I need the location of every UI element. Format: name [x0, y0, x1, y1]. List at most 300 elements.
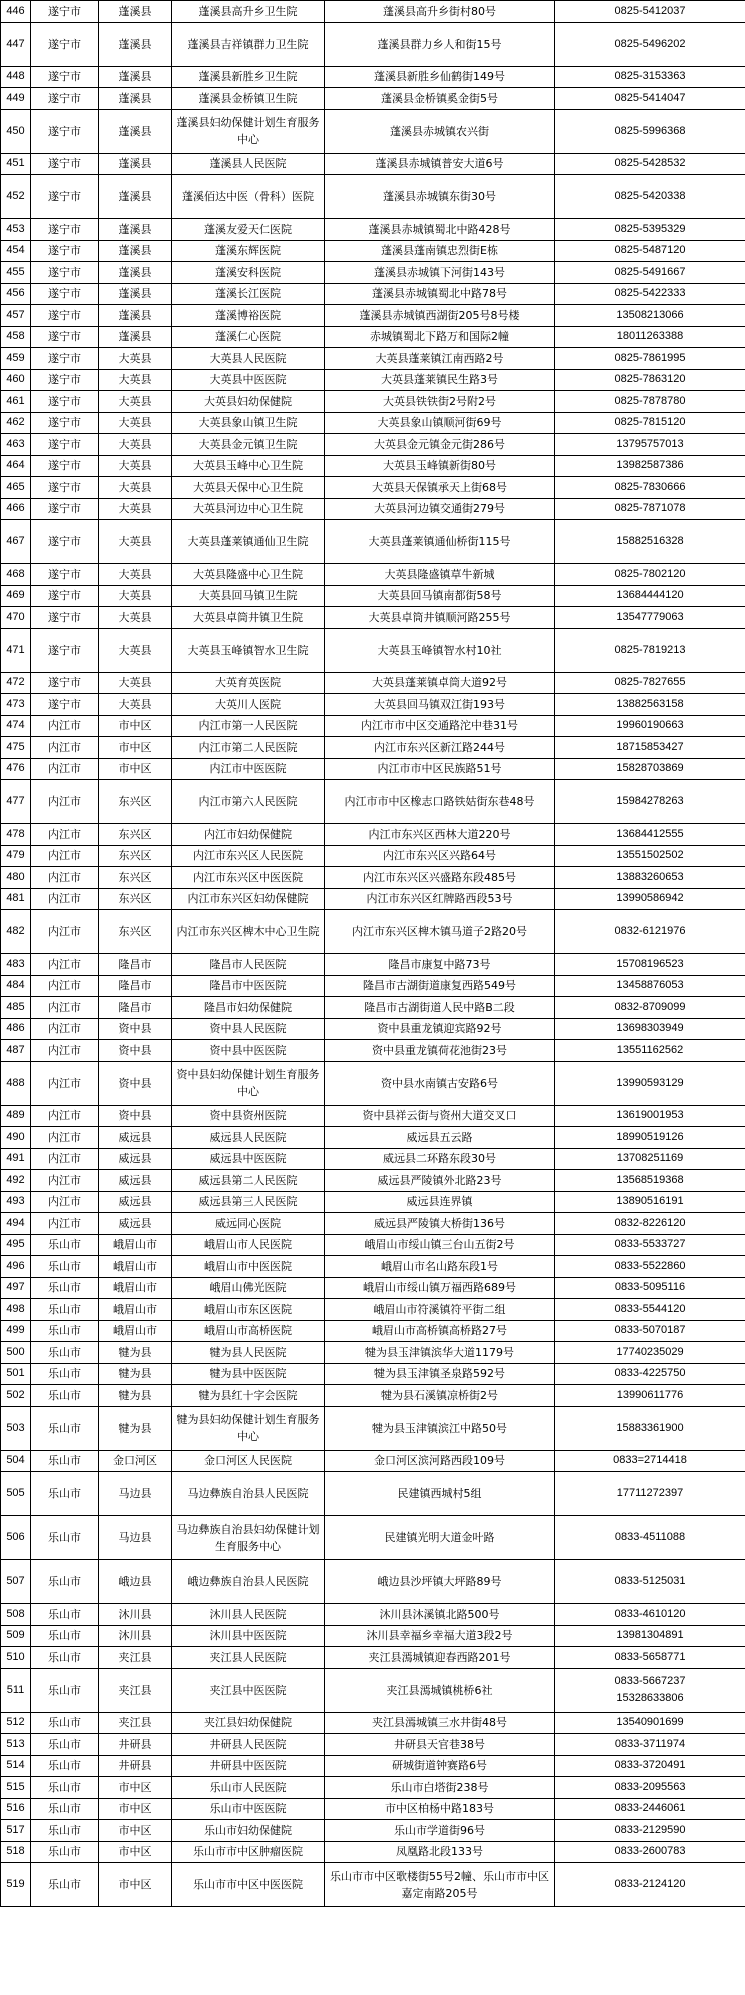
city-cell: 遂宁市: [31, 628, 99, 672]
city-cell: 内江市: [31, 997, 99, 1019]
city-cell: 遂宁市: [31, 283, 99, 305]
row-index: 499: [1, 1320, 31, 1342]
hospital-name-cell: 威远县第三人民医院: [172, 1191, 325, 1213]
address-cell: 犍为县玉津镇滨江中路50号: [325, 1406, 555, 1450]
address-cell: 资中县重龙镇迎宾路92号: [325, 1018, 555, 1040]
county-cell: 犍为县: [99, 1342, 172, 1364]
city-cell: 乐山市: [31, 1604, 99, 1626]
phone-cell: 18715853427: [555, 737, 745, 759]
phone-cell: 0825-5496202: [555, 22, 745, 66]
phone-cell: 0825-5487120: [555, 240, 745, 262]
city-cell: 内江市: [31, 758, 99, 780]
table-row: [1, 326, 745, 348]
address-cell: 大英县隆盛镇草牛新城: [325, 564, 555, 586]
hospital-name-cell: 大英县中医医院: [172, 369, 325, 391]
city-cell: 内江市: [31, 1040, 99, 1062]
row-index: 485: [1, 997, 31, 1019]
table-row: [1, 780, 745, 824]
city-cell: 乐山市: [31, 1777, 99, 1799]
hospital-name-cell: 内江市第一人民医院: [172, 715, 325, 737]
hospital-name-cell: 内江市第六人民医院: [172, 780, 325, 824]
phone-cell: 0825-5491667: [555, 262, 745, 284]
hospital-name-cell: 蓬溪县妇幼保健计划生育服务中心: [172, 109, 325, 153]
table-row: [1, 1, 745, 23]
row-index: 479: [1, 845, 31, 867]
table-row: [1, 66, 745, 88]
phone-cell: 0825-7863120: [555, 369, 745, 391]
phone-cell: 13551502502: [555, 845, 745, 867]
row-index: 486: [1, 1018, 31, 1040]
row-index: 482: [1, 910, 31, 954]
table-row: [1, 1734, 745, 1756]
row-index: 493: [1, 1191, 31, 1213]
row-index: 513: [1, 1734, 31, 1756]
county-cell: 蓬溪县: [99, 219, 172, 241]
county-cell: 东兴区: [99, 910, 172, 954]
county-cell: 蓬溪县: [99, 22, 172, 66]
row-index: 458: [1, 326, 31, 348]
table-row: [1, 498, 745, 520]
row-index: 468: [1, 564, 31, 586]
county-cell: 东兴区: [99, 845, 172, 867]
county-cell: 大英县: [99, 348, 172, 370]
table-row: [1, 824, 745, 846]
row-index: 462: [1, 412, 31, 434]
phone-cell: 13708251169: [555, 1148, 745, 1170]
row-index: 452: [1, 175, 31, 219]
hospital-name-cell: 大英县人民医院: [172, 348, 325, 370]
table-row: [1, 628, 745, 672]
row-index: 476: [1, 758, 31, 780]
row-index: 516: [1, 1798, 31, 1820]
hospital-name-cell: 夹江县中医医院: [172, 1668, 325, 1712]
city-cell: 内江市: [31, 1105, 99, 1127]
city-cell: 内江市: [31, 1213, 99, 1235]
city-cell: 乐山市: [31, 1712, 99, 1734]
table-row: [1, 585, 745, 607]
city-cell: 内江市: [31, 780, 99, 824]
phone-cell: 15828703869: [555, 758, 745, 780]
phone-cell: 0825-5412037: [555, 1, 745, 23]
city-cell: 乐山市: [31, 1560, 99, 1604]
table-row: [1, 1277, 745, 1299]
phone-cell: 13508213066: [555, 305, 745, 327]
city-cell: 内江市: [31, 888, 99, 910]
phone-cell: 0825-5414047: [555, 88, 745, 110]
hospital-name-cell: 蓬溪东辉医院: [172, 240, 325, 262]
county-cell: 峨眉山市: [99, 1320, 172, 1342]
table-row: [1, 1234, 745, 1256]
phone-cell: 0825-7871078: [555, 498, 745, 520]
hospital-name-cell: 威远同心医院: [172, 1213, 325, 1235]
phone-cell: 0833-5125031: [555, 1560, 745, 1604]
table-row: [1, 715, 745, 737]
phone-cell: 13684444120: [555, 585, 745, 607]
county-cell: 峨眉山市: [99, 1277, 172, 1299]
row-index: 492: [1, 1170, 31, 1192]
row-index: 498: [1, 1299, 31, 1321]
table-row: [1, 412, 745, 434]
table-row: [1, 434, 745, 456]
phone-cell: 13795757013: [555, 434, 745, 456]
hospital-name-cell: 峨眉山市东区医院: [172, 1299, 325, 1321]
city-cell: 内江市: [31, 1170, 99, 1192]
address-cell: 资中县祥云街与资州大道交叉口: [325, 1105, 555, 1127]
address-cell: 隆昌市康复中路73号: [325, 954, 555, 976]
row-index: 491: [1, 1148, 31, 1170]
row-index: 515: [1, 1777, 31, 1799]
table-row: [1, 1385, 745, 1407]
city-cell: 遂宁市: [31, 66, 99, 88]
city-cell: 内江市: [31, 954, 99, 976]
phone-cell: 0833-5533727: [555, 1234, 745, 1256]
address-cell: 大英县蓬莱镇通仙桥街115号: [325, 520, 555, 564]
hospital-name-cell: 马边彝族自治县妇幼保健计划生育服务中心: [172, 1516, 325, 1560]
hospital-name-cell: 犍为县中医医院: [172, 1363, 325, 1385]
county-cell: 大英县: [99, 434, 172, 456]
city-cell: 遂宁市: [31, 175, 99, 219]
address-cell: 峨眉山市绥山镇万福西路689号: [325, 1277, 555, 1299]
row-index: 448: [1, 66, 31, 88]
hospital-name-cell: 蓬溪县人民医院: [172, 153, 325, 175]
address-cell: 内江市东兴区新江路244号: [325, 737, 555, 759]
county-cell: 蓬溪县: [99, 88, 172, 110]
city-cell: 遂宁市: [31, 305, 99, 327]
row-index: 459: [1, 348, 31, 370]
city-cell: 遂宁市: [31, 520, 99, 564]
hospital-name-cell: 隆昌市妇幼保健院: [172, 997, 325, 1019]
table-row: [1, 391, 745, 413]
row-index: 517: [1, 1820, 31, 1842]
phone-cell: 15883361900: [555, 1406, 745, 1450]
phone-cell: 13540901699: [555, 1712, 745, 1734]
county-cell: 市中区: [99, 715, 172, 737]
table-row: [1, 283, 745, 305]
row-index: 446: [1, 1, 31, 23]
city-cell: 内江市: [31, 1127, 99, 1149]
phone-cell: 0825-7878780: [555, 391, 745, 413]
county-cell: 大英县: [99, 694, 172, 716]
address-cell: 大英县象山镇顺河街69号: [325, 412, 555, 434]
county-cell: 蓬溪县: [99, 326, 172, 348]
phone-cell: 0832-6121976: [555, 910, 745, 954]
county-cell: 资中县: [99, 1018, 172, 1040]
address-cell: 内江市市中区橡志口路铁姑街东巷48号: [325, 780, 555, 824]
table-row: [1, 1604, 745, 1626]
address-cell: 蓬溪县赤城镇农兴街: [325, 109, 555, 153]
row-index: 456: [1, 283, 31, 305]
row-index: 465: [1, 477, 31, 499]
hospital-name-cell: 乐山市妇幼保健院: [172, 1820, 325, 1842]
row-index: 495: [1, 1234, 31, 1256]
row-index: 471: [1, 628, 31, 672]
hospital-name-cell: 蓬溪县高升乡卫生院: [172, 1, 325, 23]
city-cell: 遂宁市: [31, 391, 99, 413]
city-cell: 遂宁市: [31, 240, 99, 262]
hospital-name-cell: 蓬溪县金桥镇卫生院: [172, 88, 325, 110]
row-index: 500: [1, 1342, 31, 1364]
row-index: 483: [1, 954, 31, 976]
address-cell: 赤城镇蜀北下路万和国际2幢: [325, 326, 555, 348]
address-cell: 金口河区滨河路西段109号: [325, 1450, 555, 1472]
hospital-name-cell: 大英县象山镇卫生院: [172, 412, 325, 434]
row-index: 469: [1, 585, 31, 607]
row-index: 463: [1, 434, 31, 456]
hospital-name-cell: 蓬溪县新胜乡卫生院: [172, 66, 325, 88]
row-index: 475: [1, 737, 31, 759]
county-cell: 蓬溪县: [99, 1, 172, 23]
phone-cell: 0833=2714418: [555, 1450, 745, 1472]
county-cell: 东兴区: [99, 780, 172, 824]
table-row: [1, 1712, 745, 1734]
city-cell: 遂宁市: [31, 369, 99, 391]
table-row: [1, 175, 745, 219]
address-cell: 内江市东兴区西林大道220号: [325, 824, 555, 846]
phone-cell: 13619001953: [555, 1105, 745, 1127]
hospital-name-cell: 大英县天保中心卫生院: [172, 477, 325, 499]
county-cell: 市中区: [99, 1820, 172, 1842]
city-cell: 遂宁市: [31, 477, 99, 499]
table-row: [1, 1820, 745, 1842]
city-cell: 遂宁市: [31, 455, 99, 477]
address-cell: 隆昌市古湖街道康复西路549号: [325, 975, 555, 997]
city-cell: 乐山市: [31, 1234, 99, 1256]
row-index: 450: [1, 109, 31, 153]
city-cell: 乐山市: [31, 1320, 99, 1342]
address-cell: 蓬溪县高升乡街村80号: [325, 1, 555, 23]
address-cell: 大英县蓬莱镇卓筒大道92号: [325, 672, 555, 694]
county-cell: 威远县: [99, 1213, 172, 1235]
address-cell: 市中区柏杨中路183号: [325, 1798, 555, 1820]
row-index: 497: [1, 1277, 31, 1299]
row-index: 467: [1, 520, 31, 564]
phone-cell: 0833-3720491: [555, 1755, 745, 1777]
hospital-name-cell: 内江市妇幼保健院: [172, 824, 325, 846]
county-cell: 夹江县: [99, 1668, 172, 1712]
hospital-name-cell: 内江市东兴区中医医院: [172, 867, 325, 889]
address-cell: 民建镇西城村5组: [325, 1472, 555, 1516]
table-row: [1, 975, 745, 997]
phone-cell: 0833-2446061: [555, 1798, 745, 1820]
hospital-name-cell: 隆昌市人民医院: [172, 954, 325, 976]
phone-cell: 0833-5070187: [555, 1320, 745, 1342]
phone-cell: 13883260653: [555, 867, 745, 889]
phone-cell: 0825-5428532: [555, 153, 745, 175]
table-row: [1, 888, 745, 910]
county-cell: 蓬溪县: [99, 262, 172, 284]
county-cell: 大英县: [99, 477, 172, 499]
city-cell: 内江市: [31, 1061, 99, 1105]
county-cell: 犍为县: [99, 1385, 172, 1407]
phone-cell: 0833-4511088: [555, 1516, 745, 1560]
hospital-name-cell: 内江市东兴区椑木中心卫生院: [172, 910, 325, 954]
county-cell: 蓬溪县: [99, 109, 172, 153]
address-cell: 内江市市中区民族路51号: [325, 758, 555, 780]
phone-cell: 0833-3711974: [555, 1734, 745, 1756]
county-cell: 大英县: [99, 607, 172, 629]
table-row: [1, 1668, 745, 1712]
table-row: [1, 1625, 745, 1647]
row-index: 480: [1, 867, 31, 889]
phone-cell: 0833-2600783: [555, 1841, 745, 1863]
row-index: 457: [1, 305, 31, 327]
phone-cell: 17740235029: [555, 1342, 745, 1364]
row-index: 506: [1, 1516, 31, 1560]
hospital-name-cell: 蓬溪博裕医院: [172, 305, 325, 327]
county-cell: 隆昌市: [99, 997, 172, 1019]
phone-cell: 0825-7830666: [555, 477, 745, 499]
county-cell: 夹江县: [99, 1712, 172, 1734]
row-index: 474: [1, 715, 31, 737]
hospital-name-cell: 沐川县人民医院: [172, 1604, 325, 1626]
hospital-name-cell: 大英县玉峰镇智水卫生院: [172, 628, 325, 672]
row-index: 504: [1, 1450, 31, 1472]
county-cell: 威远县: [99, 1191, 172, 1213]
county-cell: 市中区: [99, 758, 172, 780]
county-cell: 东兴区: [99, 888, 172, 910]
row-index: 461: [1, 391, 31, 413]
table-row: [1, 1450, 745, 1472]
address-cell: 峨边县沙坪镇大坪路89号: [325, 1560, 555, 1604]
hospital-name-cell: 犍为县红十字会医院: [172, 1385, 325, 1407]
address-cell: 峨眉山市名山路东段1号: [325, 1256, 555, 1278]
row-index: 477: [1, 780, 31, 824]
row-index: 508: [1, 1604, 31, 1626]
address-cell: 隆昌市古湖街道人民中路B二段: [325, 997, 555, 1019]
county-cell: 犍为县: [99, 1406, 172, 1450]
table-row: [1, 672, 745, 694]
county-cell: 资中县: [99, 1105, 172, 1127]
table-row: [1, 109, 745, 153]
table-row: [1, 564, 745, 586]
phone-cell: 15882516328: [555, 520, 745, 564]
county-cell: 隆昌市: [99, 954, 172, 976]
county-cell: 马边县: [99, 1516, 172, 1560]
county-cell: 威远县: [99, 1127, 172, 1149]
phone-cell: 13551162562: [555, 1040, 745, 1062]
phone-cell: 0825-7827655: [555, 672, 745, 694]
phone-cell: 0825-7819213: [555, 628, 745, 672]
table-row: [1, 607, 745, 629]
row-index: 455: [1, 262, 31, 284]
address-cell: 蓬溪县赤城镇蜀北中路78号: [325, 283, 555, 305]
table-row: [1, 305, 745, 327]
table-row: [1, 694, 745, 716]
row-index: 454: [1, 240, 31, 262]
city-cell: 内江市: [31, 715, 99, 737]
city-cell: 遂宁市: [31, 564, 99, 586]
county-cell: 大英县: [99, 369, 172, 391]
county-cell: 东兴区: [99, 867, 172, 889]
phone-cell: 15708196523: [555, 954, 745, 976]
address-cell: 威远县五云路: [325, 1127, 555, 1149]
row-index: 514: [1, 1755, 31, 1777]
county-cell: 大英县: [99, 520, 172, 564]
city-cell: 乐山市: [31, 1734, 99, 1756]
hospital-name-cell: 大英县河边中心卫生院: [172, 498, 325, 520]
hospital-name-cell: 乐山市中医医院: [172, 1798, 325, 1820]
address-cell: 犍为县玉津镇圣泉路592号: [325, 1363, 555, 1385]
phone-cell: 13990586942: [555, 888, 745, 910]
table-row: [1, 520, 745, 564]
phone-cell: 18011263388: [555, 326, 745, 348]
row-index: 464: [1, 455, 31, 477]
county-cell: 蓬溪县: [99, 66, 172, 88]
phone-cell: 0825-7802120: [555, 564, 745, 586]
city-cell: 乐山市: [31, 1277, 99, 1299]
address-cell: 蓬溪县金桥镇奚金街5号: [325, 88, 555, 110]
table-row: [1, 1472, 745, 1516]
city-cell: 内江市: [31, 867, 99, 889]
county-cell: 沐川县: [99, 1604, 172, 1626]
table-row: [1, 88, 745, 110]
phone-cell: 13698303949: [555, 1018, 745, 1040]
phone-cell: 0833-4225750: [555, 1363, 745, 1385]
hospital-name-cell: 大英县金元镇卫生院: [172, 434, 325, 456]
row-index: 507: [1, 1560, 31, 1604]
hospital-name-cell: 犍为县人民医院: [172, 1342, 325, 1364]
table-row: [1, 22, 745, 66]
address-cell: 内江市东兴区兴盛路东段485号: [325, 867, 555, 889]
city-cell: 乐山市: [31, 1363, 99, 1385]
address-cell: 威远县严陵镇大桥街136号: [325, 1213, 555, 1235]
county-cell: 市中区: [99, 1798, 172, 1820]
phone-cell: 17711272397: [555, 1472, 745, 1516]
address-cell: 夹江县漹城镇迎春西路201号: [325, 1647, 555, 1669]
table-row: [1, 455, 745, 477]
row-index: 502: [1, 1385, 31, 1407]
table-row: [1, 845, 745, 867]
table-row: [1, 1363, 745, 1385]
city-cell: 内江市: [31, 975, 99, 997]
table-row: [1, 997, 745, 1019]
address-cell: 大英县蓬莱镇江南西路2号: [325, 348, 555, 370]
phone-cell: 13990611776: [555, 1385, 745, 1407]
table-row: [1, 1863, 745, 1907]
county-cell: 大英县: [99, 455, 172, 477]
county-cell: 峨眉山市: [99, 1299, 172, 1321]
address-cell: 大英县铁铁街2号附2号: [325, 391, 555, 413]
table-row: [1, 758, 745, 780]
hospital-name-cell: 大英县妇幼保健院: [172, 391, 325, 413]
table-row: [1, 1647, 745, 1669]
row-index: 478: [1, 824, 31, 846]
hospital-name-cell: 乐山市市中区中医医院: [172, 1863, 325, 1907]
address-cell: 沐川县沐溪镇北路500号: [325, 1604, 555, 1626]
county-cell: 大英县: [99, 564, 172, 586]
city-cell: 乐山市: [31, 1299, 99, 1321]
city-cell: 遂宁市: [31, 348, 99, 370]
county-cell: 金口河区: [99, 1450, 172, 1472]
row-index: 453: [1, 219, 31, 241]
county-cell: 市中区: [99, 1841, 172, 1863]
phone-cell: 0825-5420338: [555, 175, 745, 219]
table-row: [1, 1798, 745, 1820]
city-cell: 乐山市: [31, 1820, 99, 1842]
table-row: [1, 1061, 745, 1105]
county-cell: 大英县: [99, 412, 172, 434]
row-index: 473: [1, 694, 31, 716]
county-cell: 犍为县: [99, 1363, 172, 1385]
row-index: 496: [1, 1256, 31, 1278]
hospital-name-cell: 蓬溪友爱天仁医院: [172, 219, 325, 241]
table-row: [1, 219, 745, 241]
city-cell: 遂宁市: [31, 326, 99, 348]
phone-cell: 0833-5095116: [555, 1277, 745, 1299]
table-row: [1, 1170, 745, 1192]
county-cell: 威远县: [99, 1148, 172, 1170]
table-row: [1, 1299, 745, 1321]
